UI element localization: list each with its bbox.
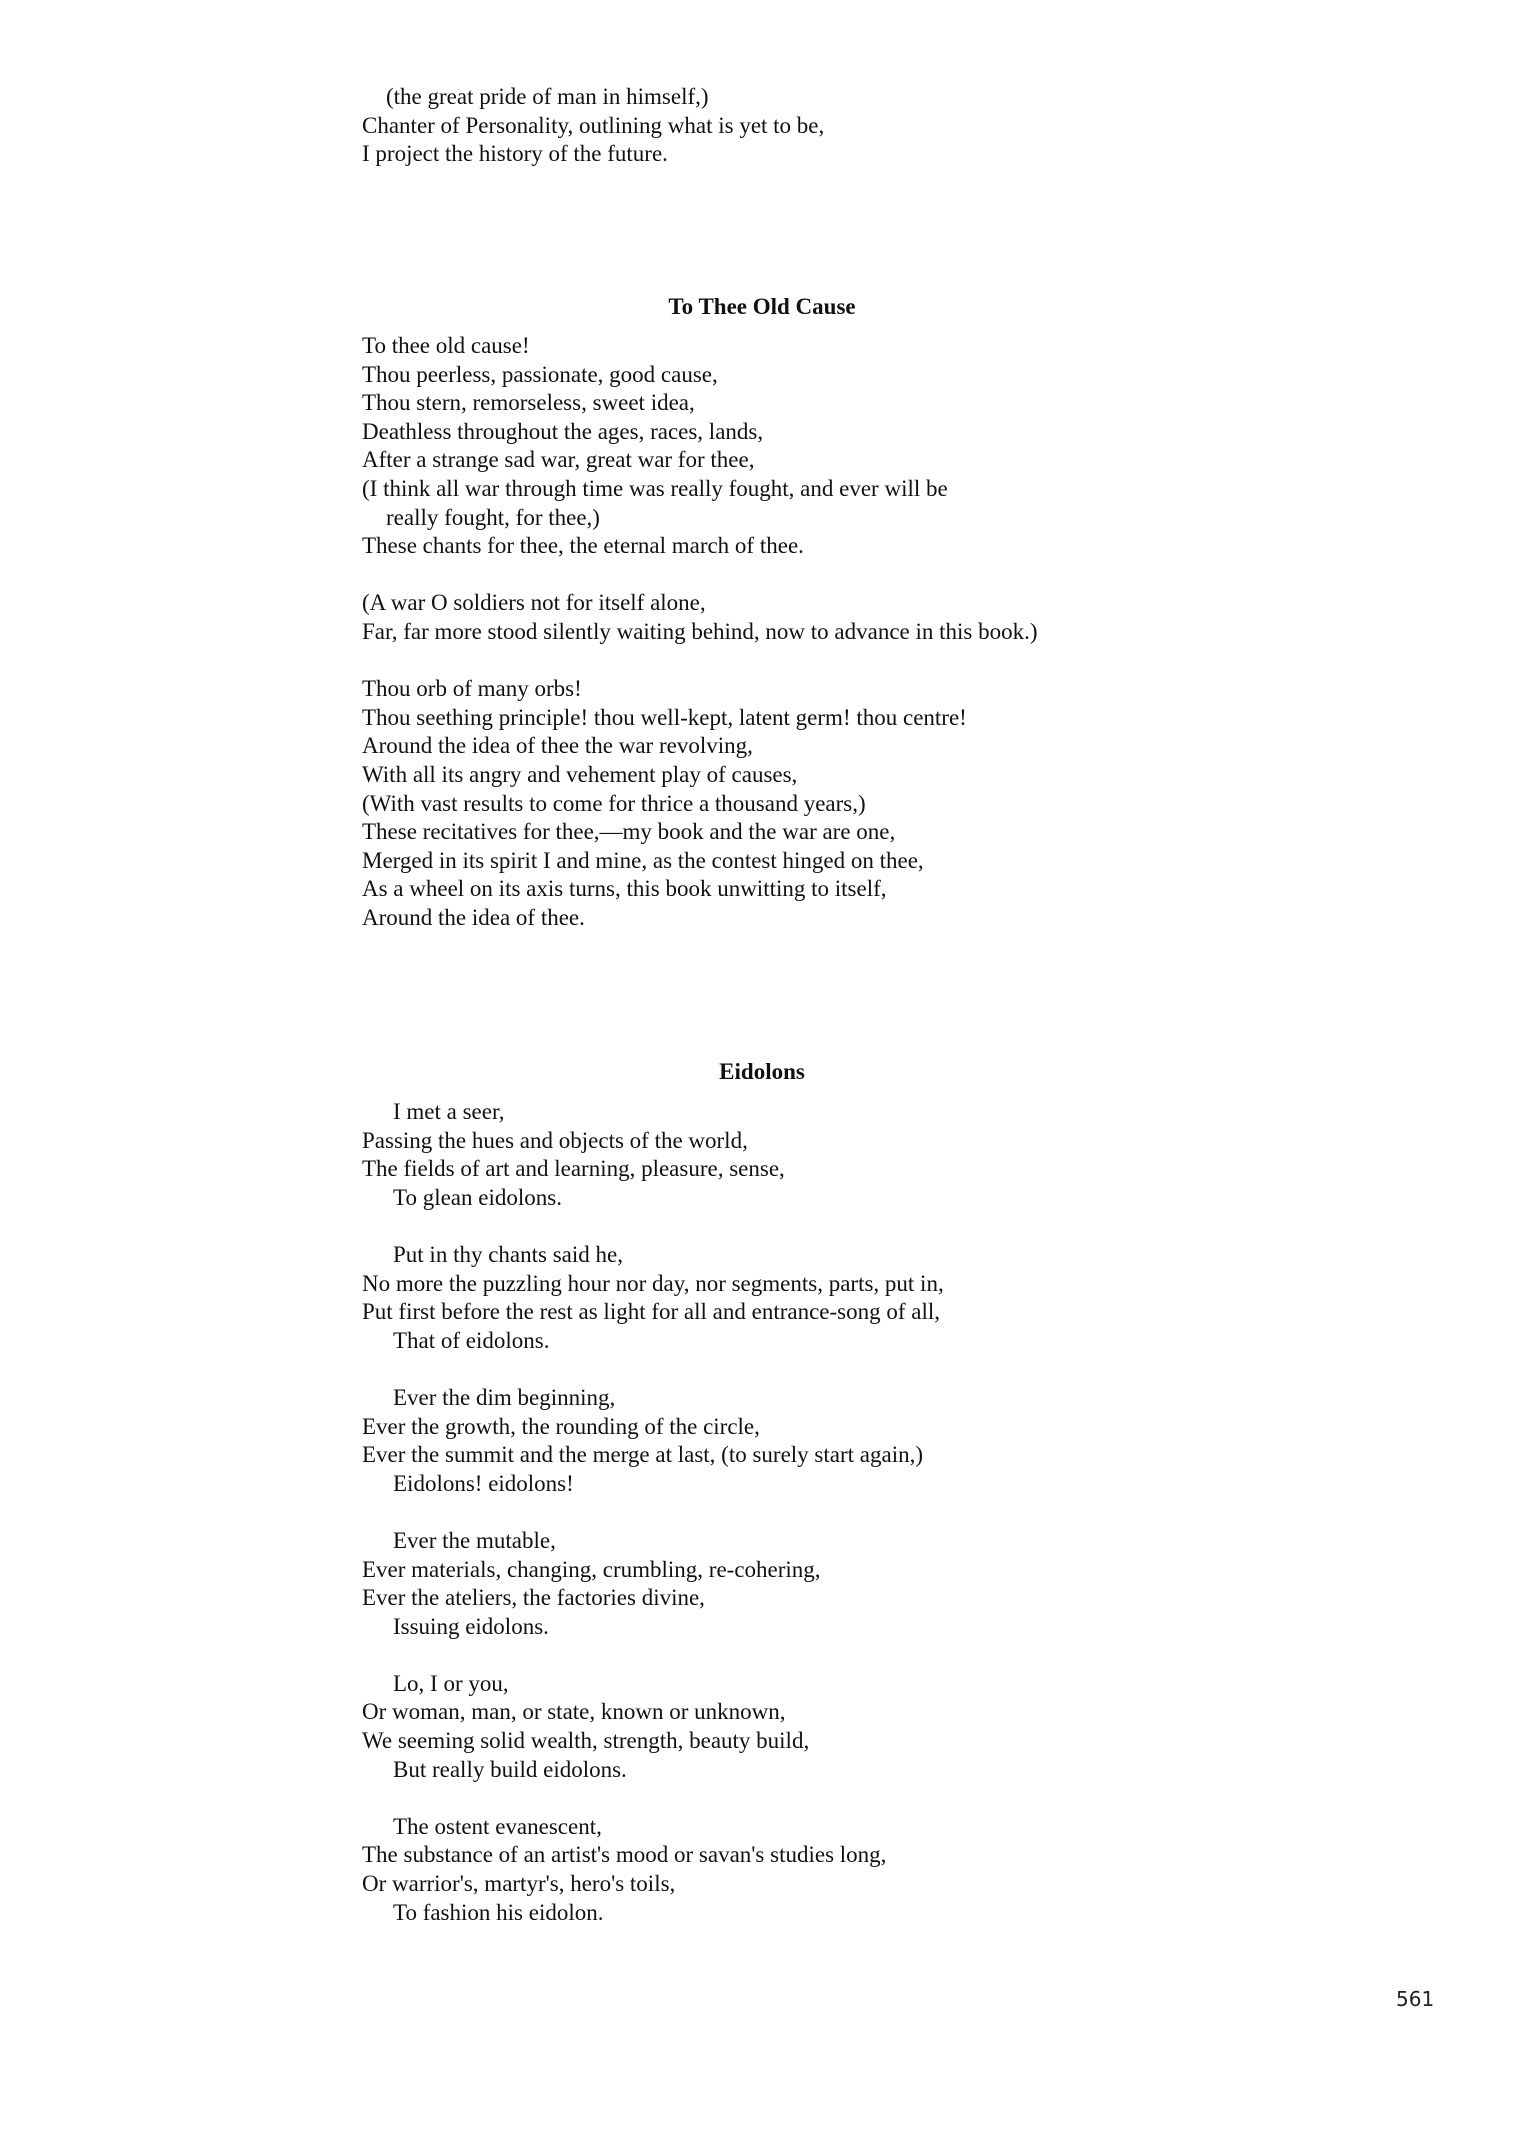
stanza-break bbox=[362, 1212, 1262, 1241]
poem-line: (I think all war through time was really fought, and ever will be bbox=[362, 475, 948, 501]
poem-line: To fashion his eidolon. bbox=[393, 1899, 604, 1925]
poem-eidolons bbox=[362, 1098, 1262, 1927]
poem-line: These chants for thee, the eternal march of thee. bbox=[362, 533, 804, 559]
poem-line: Far, far more stood silently waiting behind, now to advance in this book.) bbox=[362, 618, 1038, 644]
poem-to-thee-old-cause bbox=[362, 332, 1262, 932]
previous-poem-ending bbox=[362, 83, 1262, 169]
poem-line: The substance of an artist's mood or savan's studies long, bbox=[362, 1842, 887, 1868]
poem-title: To Thee Old Cause bbox=[668, 294, 856, 319]
poem-line: Ever the mutable, bbox=[393, 1527, 556, 1553]
poem-line: To glean eidolons. bbox=[393, 1184, 562, 1210]
poem-line: Thou peerless, passionate, good cause, bbox=[362, 361, 718, 387]
poem-line: Or woman, man, or state, known or unknown, bbox=[362, 1699, 786, 1725]
poem-line: Ever the summit and the merge at last, (to surely start again,) bbox=[362, 1442, 923, 1468]
poem-line: To thee old cause! bbox=[362, 333, 530, 358]
stanza-break bbox=[362, 1784, 1262, 1813]
poem-line: With all its angry and vehement play of causes, bbox=[362, 761, 798, 787]
poem-line: Put first before the rest as light for all and entrance-song of all, bbox=[362, 1299, 941, 1325]
stanza-break bbox=[362, 1641, 1262, 1670]
poem-line: Passing the hues and objects of the world, bbox=[362, 1127, 748, 1153]
poem-line: But really build eidolons. bbox=[393, 1756, 627, 1782]
poem-line: Or warrior's, martyr's, hero's toils, bbox=[362, 1871, 676, 1897]
poem-line: The ostent evanescent, bbox=[393, 1813, 602, 1839]
poem-line: Chanter of Personality, outlining what is yet to be, bbox=[362, 112, 825, 138]
poem-line: Thou orb of many orbs! bbox=[362, 676, 582, 702]
poem-line: (With vast results to come for thrice a thousand years,) bbox=[362, 790, 866, 816]
poem-title: Eidolons bbox=[719, 1059, 805, 1084]
poem-line: Ever the ateliers, the factories divine, bbox=[362, 1585, 705, 1611]
poem-line: We seeming solid wealth, strength, beauty build, bbox=[362, 1728, 810, 1754]
poem-line: Lo, I or you, bbox=[393, 1670, 509, 1696]
poem-line: Ever the growth, the rounding of the circle, bbox=[362, 1413, 760, 1439]
poem-line: These recitatives for thee,—my book and the war are one, bbox=[362, 819, 896, 845]
poem-line: Thou seething principle! thou well-kept, latent germ! thou centre! bbox=[362, 704, 967, 730]
poem-line: Merged in its spirit I and mine, as the contest hinged on thee, bbox=[362, 847, 924, 873]
poem-line: No more the puzzling hour nor day, nor segments, parts, put in, bbox=[362, 1270, 944, 1296]
poem-line: I met a seer, bbox=[393, 1099, 505, 1124]
poem-line: The fields of art and learning, pleasure, sense, bbox=[362, 1156, 785, 1182]
poem-line: Around the idea of thee the war revolving, bbox=[362, 733, 753, 759]
poem-line: That of eidolons. bbox=[393, 1327, 550, 1353]
poem-line: really fought, for thee,) bbox=[386, 504, 600, 530]
stanza-break bbox=[362, 1498, 1262, 1527]
poem-line: Eidolons! eidolons! bbox=[393, 1470, 574, 1496]
stanza-break bbox=[362, 1355, 1262, 1384]
stanza-break bbox=[362, 561, 1262, 590]
poem-line: As a wheel on its axis turns, this book unwitting to itself, bbox=[362, 876, 887, 902]
stanza-break bbox=[362, 647, 1262, 676]
poem-line: Put in thy chants said he, bbox=[393, 1241, 623, 1267]
poem-line: Issuing eidolons. bbox=[393, 1613, 549, 1639]
poem-line: Thou stern, remorseless, sweet idea, bbox=[362, 390, 695, 416]
poem-line: Ever the dim beginning, bbox=[393, 1384, 616, 1410]
poem-line: Ever materials, changing, crumbling, re-cohering, bbox=[362, 1556, 821, 1582]
poem-line: Around the idea of thee. bbox=[362, 904, 585, 930]
poem-line: (A war O soldiers not for itself alone, bbox=[362, 590, 706, 616]
poem-line: (the great pride of man in himself,) bbox=[386, 84, 709, 109]
poem-line: I project the history of the future. bbox=[362, 141, 668, 167]
poem-line: After a strange sad war, great war for thee, bbox=[362, 447, 755, 473]
poem-line: Deathless throughout the ages, races, lands, bbox=[362, 418, 764, 444]
page-number: 561 bbox=[1396, 1987, 1435, 2011]
